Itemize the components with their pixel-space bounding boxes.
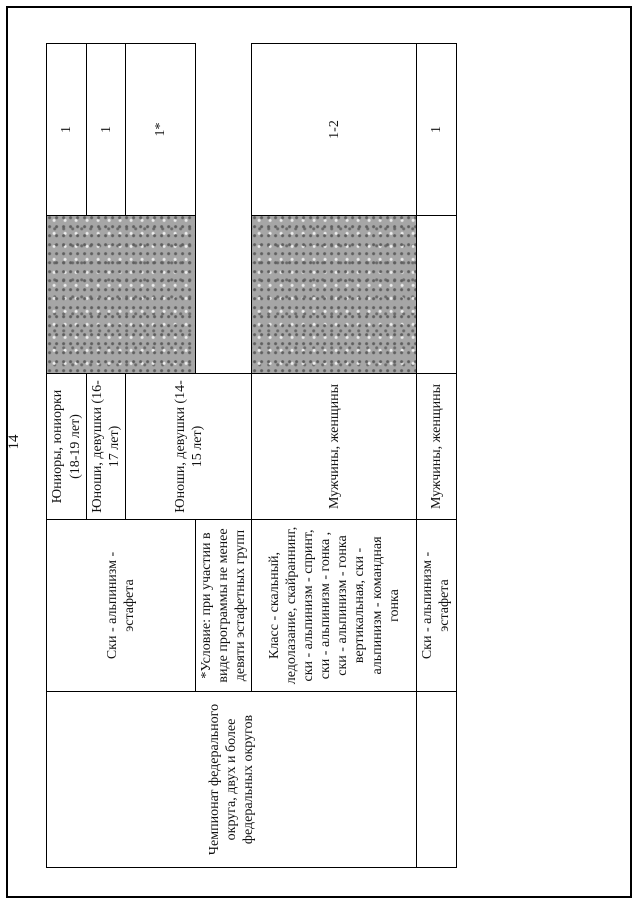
group-cell: Юноши, девушки (16-17 лет) [87, 374, 126, 520]
discipline-cell: Ски - альпинизм - эстафета [47, 520, 196, 692]
discipline-cell: Ски - альпинизм - эстафета [417, 520, 456, 692]
footnote-cell: *Условие: при участии в виде программы не менее девяти эстафетных групп [196, 520, 252, 692]
grey-cell [47, 216, 196, 374]
count-cell: 1 [417, 44, 456, 216]
empty-cell [417, 216, 456, 374]
table-row [47, 44, 87, 868]
count-cell: 1 [87, 44, 126, 216]
competition-cell: Чемпионат федерального округа, двух и более федеральных округов [47, 692, 417, 868]
sports-table [46, 43, 457, 868]
rotated-page [6, 18, 453, 868]
table-row [417, 44, 456, 868]
group-cell: Юноши, девушки (14-15 лет) [126, 374, 252, 520]
count-cell: 1 [47, 44, 87, 216]
page-number: 14 [6, 434, 22, 450]
grey-cell [252, 216, 417, 374]
count-cell: 1-2 [252, 44, 417, 216]
competition-cell-continued [417, 692, 456, 868]
count-cell: 1* [126, 44, 196, 216]
group-cell: Юниоры, юниорки (18-19 лет) [47, 374, 87, 520]
group-cell: Мужчины, женщины [252, 374, 417, 520]
group-cell: Мужчины, женщины [417, 374, 456, 520]
discipline-cell: Класс - скальный, ледолазание, скайраннинг, ски - альпинизм - спринт, ски - альпинизм - гонка , ски - альпинизм - гонка вертикальная, ски - альпинизм - командная гонка [252, 520, 417, 692]
